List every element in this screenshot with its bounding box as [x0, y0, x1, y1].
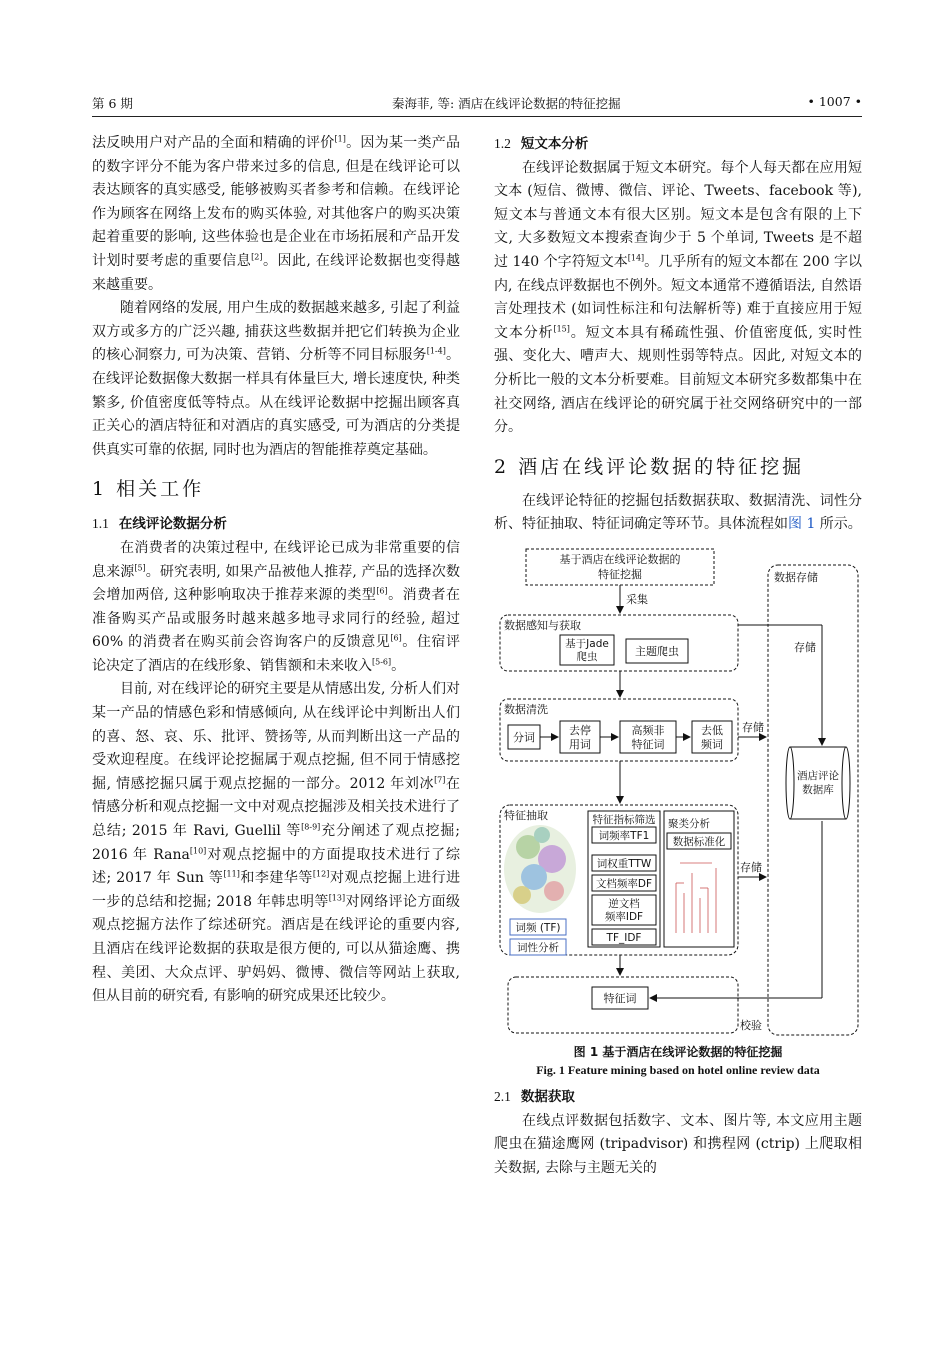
store-label-2: 存储 [742, 720, 764, 734]
store-label-1: 存储 [794, 640, 816, 654]
top-box-line1: 基于酒店在线评论数据的 [559, 552, 681, 566]
svg-text:词性分析: 词性分析 [517, 941, 559, 954]
subsection-heading: 1.2 短文本分析 [494, 136, 589, 152]
svg-text:逆文档: 逆文档 [608, 897, 640, 910]
store-label-3: 存储 [740, 860, 762, 874]
cleaning-label: 数据清洗 [504, 702, 548, 716]
paragraph: 随着网络的发展, 用户生成的数据越来越多, 引起了利益双方或多方的广泛兴趣, 捕获这些数据并把它们转换为企业的核心洞察力, 可为决策、营销、分析等不同目标服务[1-4]。在线评论数据像大数据一样具有体量巨大, 增长速度快, 种类繁多, 价值密度低等特点。从在线评论数据中挖掘出顾客真正关心的酒店特征和对酒店的真实感受, 可为酒店的分类提供真实可靠的依据, 同时也为酒店的智能推荐奠定基础。 [92, 300, 461, 458]
running-header [92, 94, 862, 112]
svg-text:聚类分析: 聚类分析 [668, 817, 710, 830]
figure-caption-cn: 图 1 基于酒店在线评论数据的特征挖掘 [573, 1044, 783, 1059]
subsection-heading: 1.1 在线评论数据分析 [92, 516, 227, 533]
svg-text:去低: 去低 [701, 723, 723, 737]
svg-text:特征指标筛选: 特征指标筛选 [592, 813, 656, 826]
svg-text:词频率TF1: 词频率TF1 [598, 829, 650, 842]
figure-caption-en: Fig. 1 Feature mining based on hotel online review data [536, 1062, 820, 1077]
svg-text:数据库: 数据库 [802, 783, 834, 796]
svg-text:词频 (TF): 词频 (TF) [515, 921, 561, 934]
running-title: 秦海菲, 等: 酒店在线评论数据的特征挖掘 [392, 96, 621, 111]
word-cloud-image [504, 825, 576, 913]
dendrogram-image [676, 863, 716, 933]
paragraph: 在线评论特征的挖掘包括数据获取、数据清洗、词性分析、特征抽取、特征词确定等环节。具体流程如图 1 所示。 [494, 492, 862, 533]
paragraph: 在线评论数据属于短文本研究。每个人每天都在应用短文本 (短信、微博、微信、评论、Tweets、facebook 等), 短文本与普通文本有很大区别。短文本是包含有限的上下文, 大多数短文本搜索查询少于 5 个单词, Tweets 是不超过 140 个字符短文本[14]。几乎所有的短文本都在 200 字以内, 在线点评数据也不例外。短文本通常不遵循语法, 自然语言处理技术 (如词性标注和句法解析等) 难于直接应用于短文本分析[15]。短文本具有稀疏性强、价值密度低, 实时性强、变化大、嘈声大、规则性弱等特点。因此, 对短文本的分析比一般的文本分析要难。目前短文本研究多数都集中在社交网络, 酒店在线评论的研究属于社交网络研究中的一部分。 [494, 159, 863, 436]
database-icon [786, 747, 850, 819]
flowchart [494, 543, 862, 1043]
svg-text:用词: 用词 [569, 737, 591, 751]
perception-label: 数据感知与获取 [504, 618, 581, 632]
issue-number: 第 6 期 [92, 96, 133, 111]
paragraph: 目前, 对在线评论的研究主要是从情感出发, 分析人们对某一产品的情感色彩和情感倾向, 从在线评论中判断出人们的喜、怒、哀、乐、批评、赞扬等, 从而判断出这一产品的受欢迎程度。在线评论挖掘属于观点挖掘, 但不同于情感挖掘, 情感挖掘只属于观点挖掘的一部分。2012 年刘冰[7]在情感分析和观点挖掘一文中对观点挖掘涉及相关技术进行了总结; 2015 年 Ravi, Guellil 等[8-9]充分阐述了观点挖掘; 2016 年 Rana[10]对观点挖掘中的方面提取技术进行了综述; 2017 年 Sun 等[11]和李建华等[12]对观点挖掘上进行进一步的总结和挖掘; 2018 年韩忠明等[13]对网络评论方面级观点挖掘方法作了综述研究。酒店是在线评论的重要内容, 且酒店在线评论数据的获取是很方便的, 可以从猫途鹰、携程、美团、大众点评、驴妈妈、微博、微信等网站上获取, 但从目前的研究看, 有影响的研究成果还比较少。 [92, 681, 461, 1005]
svg-text:频词: 频词 [701, 737, 723, 751]
top-box-line2: 特征挖掘 [598, 567, 642, 581]
svg-text:分词: 分词 [513, 730, 535, 744]
svg-text:去停: 去停 [569, 723, 591, 737]
storage-title: 数据存储 [774, 570, 818, 584]
left-column [92, 132, 460, 1009]
section-heading: 1 相关工作 [92, 478, 205, 501]
paragraph: 在消费者的决策过程中, 在线评论已成为非常重要的信息来源[5]。研究表明, 如果产品被他人推荐, 产品的选择次数会增加两倍, 这种影响取决于推荐来源的类型[6]。消费者在准备购买产品或服务时越来越多地寻求同行的经验, 超过 60% 的消费者在购买前会咨询客户的反馈意见[6]。住宿评论决定了酒店的在线形象、销售额和未来收入[5-6]。 [92, 539, 461, 674]
svg-text:酒店评论: 酒店评论 [797, 769, 839, 782]
svg-text:词权重TTW: 词权重TTW [596, 857, 652, 870]
citation: [1-4] [426, 346, 446, 356]
svg-text:爬虫: 爬虫 [576, 650, 598, 663]
page-number: • 1007 • [807, 94, 862, 109]
right-column [494, 132, 862, 1180]
svg-text:主题爬虫: 主题爬虫 [635, 644, 679, 658]
svg-text:特征词: 特征词 [631, 737, 665, 751]
collect-label: 采集 [626, 592, 648, 606]
svg-text:基于Jade: 基于Jade [565, 637, 609, 650]
citation: [2] [251, 252, 263, 262]
section-heading: 2 酒店在线评论数据的特征挖掘 [494, 455, 805, 478]
paragraph: 在线点评数据包括数字、文本、图片等, 本文应用主题爬虫在猫途鹰网 (tripadvisor) 和携程网 (ctrip) 上爬取相关数据, 去除与主题无关的 [494, 1112, 862, 1176]
svg-text:文档频率DF: 文档频率DF [595, 877, 653, 890]
verify-label: 校验 [740, 1018, 762, 1032]
figure-1 [494, 543, 862, 1043]
svg-text:高频非: 高频非 [631, 723, 665, 737]
svg-text:频率IDF: 频率IDF [604, 910, 644, 923]
subsection-heading: 2.1 数据获取 [494, 1088, 575, 1105]
figure-link[interactable]: 图 1 [788, 516, 816, 533]
svg-text:数据标准化: 数据标准化 [672, 835, 726, 848]
citation: [1] [334, 134, 346, 144]
paragraph: 法反映用户对产品的全面和精确的评价[1]。因为某一类产品的数字评分不能为客户带来过多的信息, 但是在线评论可以表达顾客的真实感受, 能够被购买者参考和信赖。在线评论作为顾客在网络上发布的购买体验, 对其他客户的购买决策起着重要的影响, 这些体验也是企业在市场拓展和产品开发计划时要考虑的重要信息[2]。因此, 在线评论数据也变得越来越重要。 [92, 134, 461, 293]
header-rule [92, 116, 862, 117]
svg-text:特征词: 特征词 [603, 991, 637, 1005]
svg-text:TF_IDF: TF_IDF [606, 931, 642, 944]
extraction-label: 特征抽取 [504, 808, 548, 822]
